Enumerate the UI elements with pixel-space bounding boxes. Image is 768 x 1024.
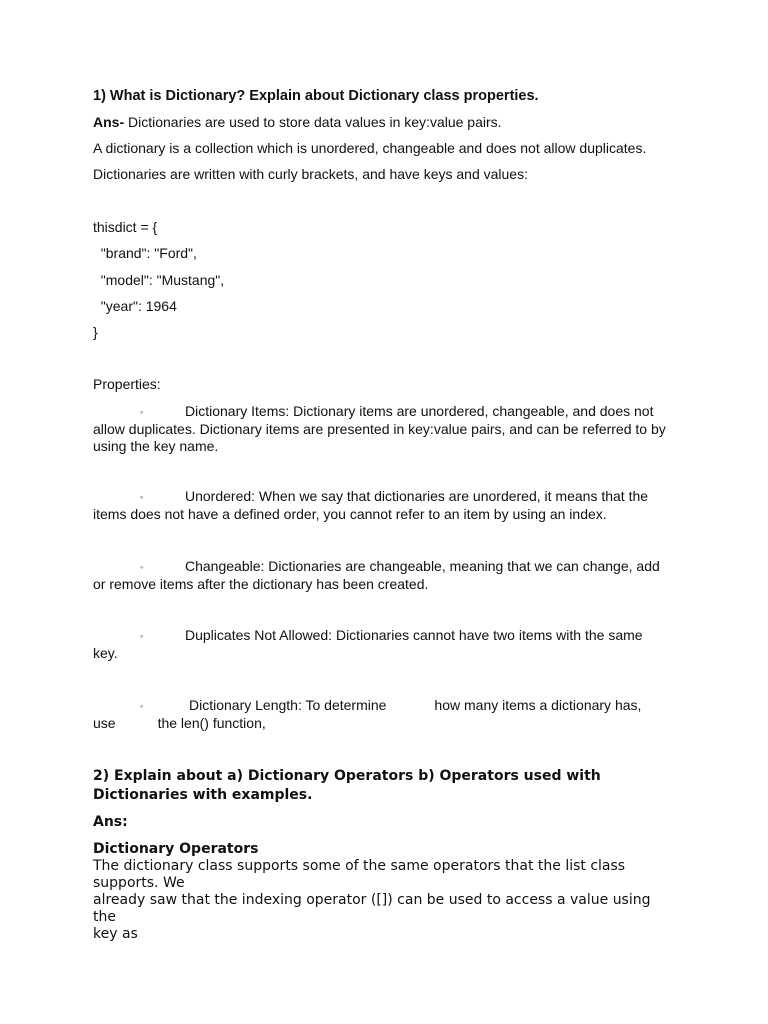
operators-paragraph [93, 858, 673, 943]
code-line: thisdict = { [93, 219, 158, 235]
property-item [93, 488, 693, 523]
property-text: items does not have a defined order, you cannot refer to an item by using an index. [93, 506, 607, 522]
properties-heading: Properties: [93, 376, 161, 392]
property-text: key. [93, 645, 118, 661]
property-text: Dictionary Items: Dictionary items are unordered, changeable, and does not [185, 403, 654, 419]
property-item-length [93, 697, 693, 732]
property-text: Dictionary Length: To determine [189, 697, 387, 713]
property-item [93, 403, 693, 455]
code-line: } [93, 324, 98, 340]
property-text: the len() function, [157, 715, 266, 731]
property-item [93, 558, 693, 593]
paragraph-line: supports. We [93, 875, 185, 891]
answer-text: Dictionaries are used to store data values in key:value pairs. [124, 114, 502, 130]
answer-label: Ans- [93, 114, 125, 130]
property-text: use [93, 715, 116, 731]
property-text: Unordered: When we say that dictionaries are unordered, it means that the [185, 488, 649, 504]
property-item [93, 627, 693, 662]
paragraph-line: The dictionary class supports some of the same operators that the list class [93, 858, 626, 874]
code-line: "model": "Mustang", [93, 272, 225, 288]
bullet-icon: ◦ [140, 701, 144, 711]
paragraph-line: key as [93, 926, 138, 942]
answer-1-intro [93, 114, 502, 131]
question-2-title: 2) Explain about a) Dictionary Operators b) Operators used with Dictionaries with examples. [93, 768, 601, 803]
property-text: Changeable: Dictionaries are changeable, meaning that we can change, add [185, 558, 660, 574]
paragraph-line: already saw that the indexing operator ([]) can be used to access a value using the [93, 892, 651, 925]
answer-1-line-2: A dictionary is a collection which is unordered, changeable and does not allow duplicates. [93, 140, 647, 156]
bullet-icon: ◦ [140, 407, 144, 417]
property-text: allow duplicates. Dictionary items are presented in key:value pairs, and can be referred to by [93, 421, 666, 437]
property-text: using the key name. [93, 438, 219, 454]
property-text: Duplicates Not Allowed: Dictionaries cannot have two items with the same [185, 627, 643, 643]
answer-1-line-3: Dictionaries are written with curly brackets, and have keys and values: [93, 166, 528, 182]
bullet-icon: ◦ [140, 631, 144, 641]
answer-2-label: Ans: [93, 814, 128, 830]
property-text: or remove items after the dictionary has been created. [93, 576, 429, 592]
question-1-title: 1) What is Dictionary? Explain about Dictionary class properties. [93, 88, 539, 104]
code-line: "brand": "Ford", [93, 245, 197, 261]
dictionary-operators-heading: Dictionary Operators [93, 841, 259, 857]
code-line: "year": 1964 [93, 298, 177, 314]
bullet-icon: ◦ [140, 562, 144, 572]
bullet-icon: ◦ [140, 492, 144, 502]
property-text: how many items a dictionary has, [434, 697, 642, 713]
